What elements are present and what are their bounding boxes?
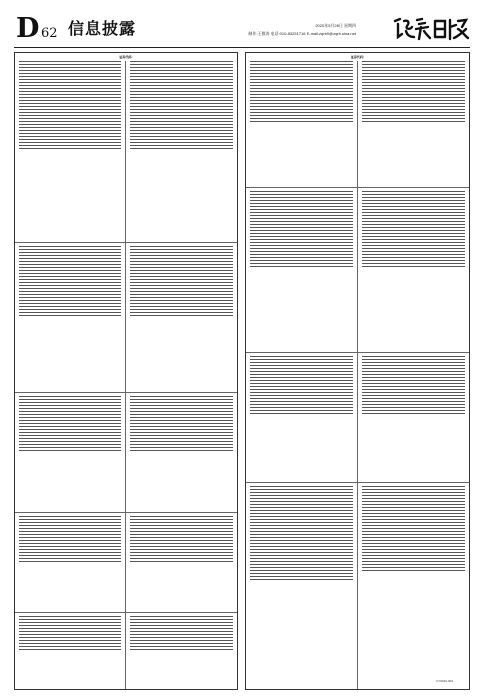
notice-text xyxy=(358,353,470,482)
notice-block xyxy=(246,188,469,353)
notice-text xyxy=(15,243,126,392)
notice-block xyxy=(15,243,237,393)
notice-text xyxy=(126,393,237,512)
notice-block xyxy=(15,613,237,689)
notice-text xyxy=(246,483,358,689)
masthead-logo xyxy=(392,15,470,43)
right-column xyxy=(245,52,470,690)
page-header xyxy=(0,0,484,50)
notice-text xyxy=(126,243,237,392)
notice-text xyxy=(126,613,237,689)
notice-text xyxy=(358,61,470,187)
header-rule xyxy=(14,47,470,48)
notice-text xyxy=(15,513,126,612)
footer-code: CY0010-002 xyxy=(436,679,453,683)
notice-block xyxy=(15,513,237,613)
issue-date: 2020年5月28日 星期四 xyxy=(315,23,356,28)
notice-block xyxy=(15,393,237,513)
notice-text xyxy=(358,188,470,352)
notice-text xyxy=(15,61,126,242)
notice-title: 证券代码: xyxy=(119,55,133,59)
notice-text xyxy=(358,483,470,689)
notice-block xyxy=(246,483,469,689)
page-number: 62 xyxy=(41,26,58,41)
notice-block xyxy=(15,53,237,243)
notice-text xyxy=(246,61,358,187)
page-letter: D xyxy=(16,13,40,44)
editor-contact-line: 制作:王敬涛 电话:010-83251716 E-mail:zqrb9@zqrb.sina.net xyxy=(248,31,356,36)
left-column xyxy=(14,52,238,690)
notice-block xyxy=(246,353,469,483)
notice-text xyxy=(126,61,237,242)
notice-text xyxy=(126,513,237,612)
notice-text xyxy=(246,353,358,482)
notice-text xyxy=(15,613,126,689)
notice-block xyxy=(246,53,469,188)
section-title: 信息披露 xyxy=(68,19,137,38)
notice-title: 证券代码: xyxy=(350,55,365,59)
notice-text xyxy=(15,393,126,512)
notice-text xyxy=(246,188,358,352)
